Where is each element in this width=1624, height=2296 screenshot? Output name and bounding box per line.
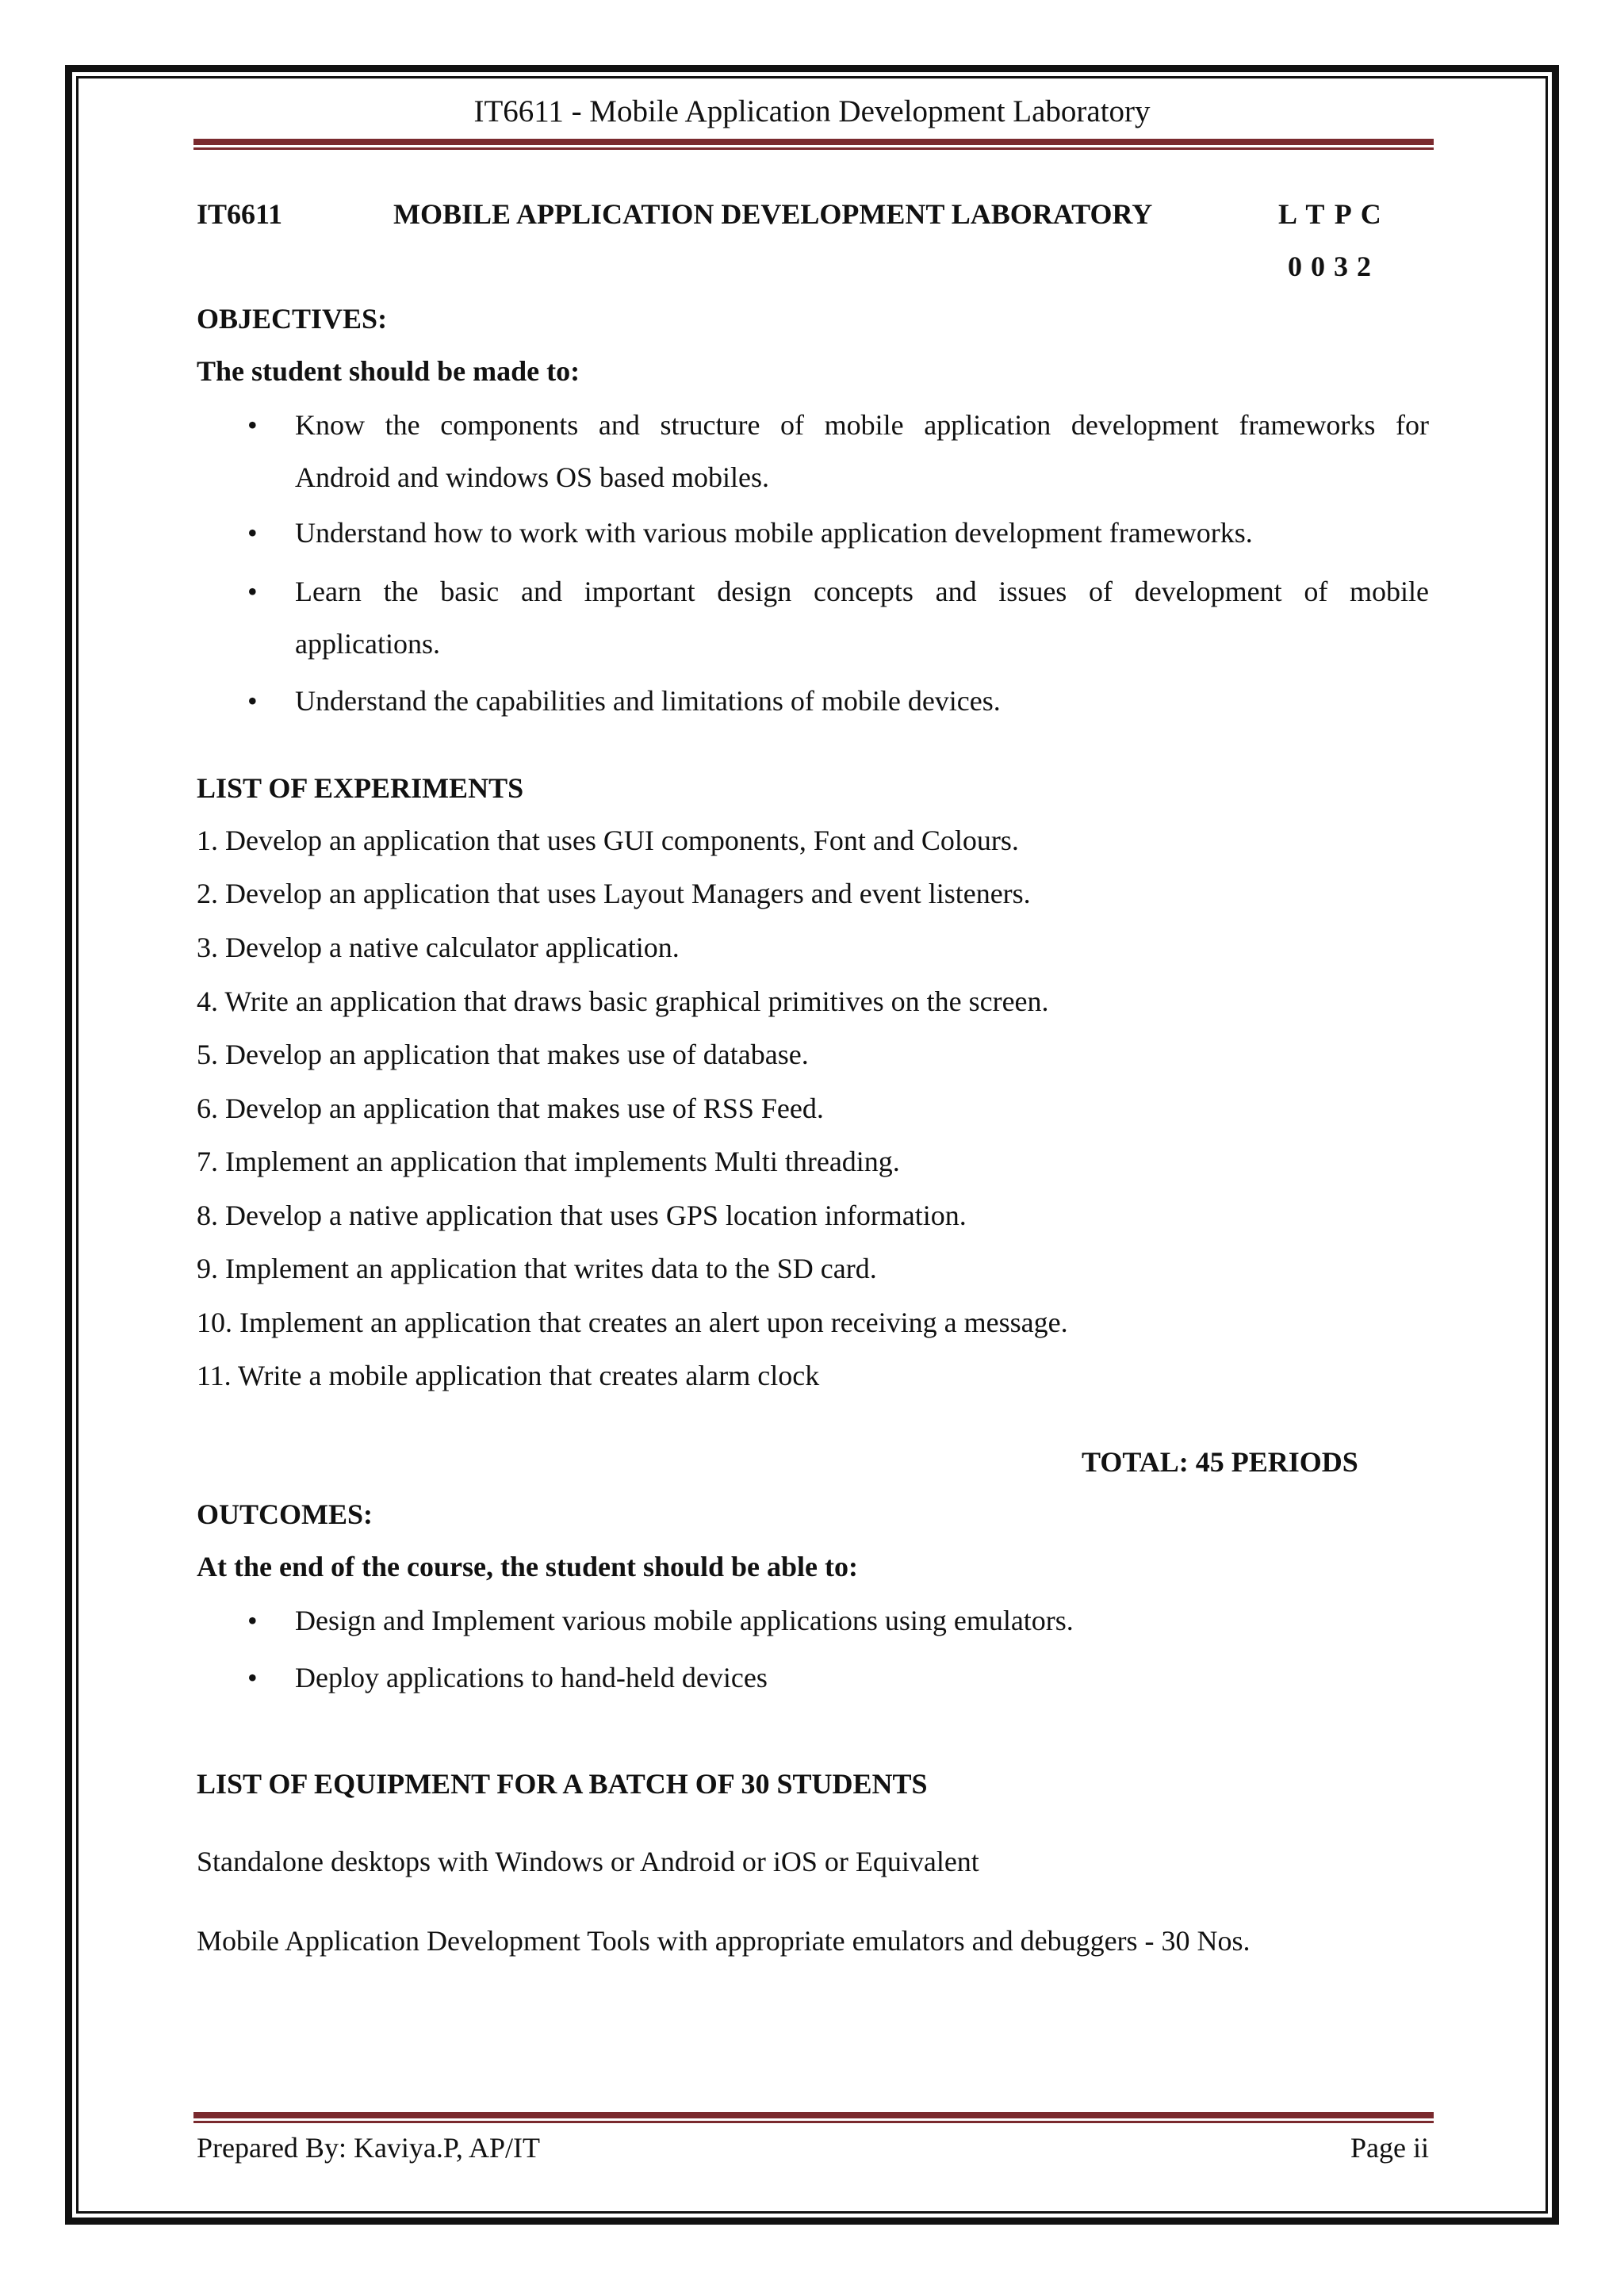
- prepared-by: Prepared By: Kaviya.P, AP/IT: [197, 2132, 540, 2164]
- running-header: IT6611 - Mobile Application Development Laboratory: [473, 94, 1151, 128]
- objective-item-continued: applications.: [295, 628, 440, 660]
- experiment-item: 3. Develop a native calculator application.: [197, 932, 680, 963]
- bullet-icon: •: [247, 576, 258, 607]
- outcomes-heading: OUTCOMES:: [197, 1498, 373, 1530]
- experiment-item: 6. Develop an application that makes use of RSS Feed.: [197, 1093, 824, 1124]
- outcomes-intro: At the end of the course, the student should be able to:: [197, 1551, 859, 1582]
- experiment-item: 7. Implement an application that implements Multi threading.: [197, 1146, 900, 1177]
- page-number: Page ii: [1350, 2132, 1429, 2164]
- experiment-item: 9. Implement an application that writes data to the SD card.: [197, 1253, 877, 1284]
- experiment-item: 4. Write an application that draws basic graphical primitives on the screen.: [197, 985, 1049, 1017]
- total-periods: TOTAL: 45 PERIODS: [1082, 1446, 1358, 1478]
- ltpc-label: L T P C: [1278, 198, 1381, 230]
- bullet-icon: •: [247, 1605, 258, 1636]
- bullet-icon: •: [247, 1662, 258, 1693]
- experiment-item: 11. Write a mobile application that creates alarm clock: [197, 1360, 820, 1391]
- objectives-heading: OBJECTIVES:: [197, 303, 388, 335]
- course-title: MOBILE APPLICATION DEVELOPMENT LABORATORY: [393, 198, 1153, 230]
- objective-item: Understand the capabilities and limitations of mobile devices.: [295, 685, 1001, 717]
- bullet-icon: •: [247, 409, 258, 441]
- experiments-heading: LIST OF EXPERIMENTS: [197, 772, 524, 804]
- experiment-item: 10. Implement an application that creates an alert upon receiving a message.: [197, 1307, 1068, 1338]
- bullet-icon: •: [247, 685, 258, 717]
- outcome-item: Design and Implement various mobile applications using emulators.: [295, 1605, 1074, 1636]
- course-code: IT6611: [197, 198, 283, 230]
- experiment-item: 1. Develop an application that uses GUI components, Font and Colours.: [197, 825, 1019, 856]
- outcome-item: Deploy applications to hand-held devices: [295, 1662, 768, 1693]
- experiment-item: 2. Develop an application that uses Layout Managers and event listeners.: [197, 878, 1031, 909]
- bullet-icon: •: [247, 517, 258, 549]
- equipment-item: Mobile Application Development Tools with appropriate emulators and debuggers - 30 Nos.: [197, 1925, 1251, 1957]
- footer-rule: [193, 2112, 1434, 2123]
- experiment-item: 8. Develop a native application that uses GPS location information.: [197, 1200, 967, 1231]
- experiment-item: 5. Develop an application that makes use of database.: [197, 1039, 809, 1070]
- objective-item-continued: Android and windows OS based mobiles.: [295, 461, 769, 493]
- ltpc-values: 0 0 3 2: [1288, 251, 1371, 282]
- header-rule: [193, 139, 1434, 150]
- objective-item: Learn the basic and important design concepts and issues of development of mobile: [295, 576, 1429, 607]
- equipment-heading: LIST OF EQUIPMENT FOR A BATCH OF 30 STUDENTS: [197, 1768, 928, 1800]
- page-border-inner: [76, 76, 1548, 2214]
- objective-item: Know the components and structure of mobile application development frameworks for: [295, 409, 1429, 441]
- equipment-item: Standalone desktops with Windows or Android or iOS or Equivalent: [197, 1846, 979, 1877]
- objectives-intro: The student should be made to:: [197, 355, 580, 387]
- objective-item: Understand how to work with various mobile application development frameworks.: [295, 517, 1253, 549]
